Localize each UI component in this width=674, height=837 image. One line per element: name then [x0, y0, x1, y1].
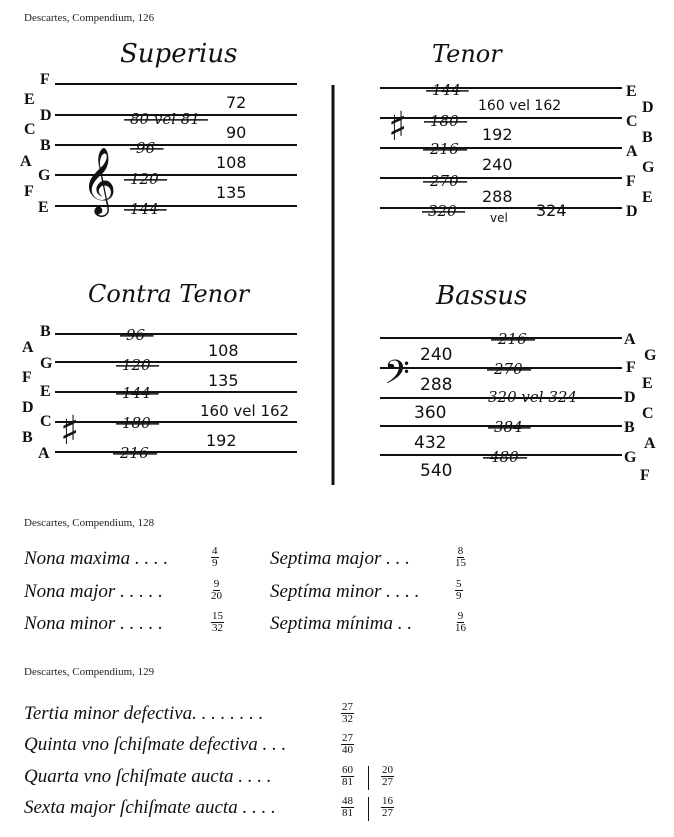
con-letter: A: [38, 445, 50, 462]
fraction-divider: [368, 766, 369, 790]
con-new: 108: [208, 341, 239, 360]
interval-row: Septima mínima . .: [270, 613, 412, 634]
fraction: $\frac{5}{9}$: [456, 578, 462, 602]
ten-letter: G: [642, 159, 655, 176]
contra-new: [200, 341, 289, 450]
bassus-new: [414, 345, 452, 481]
sup-letter: B: [40, 137, 51, 154]
con-letter: B: [22, 429, 33, 446]
fraction: $\frac{48}{81}$: [342, 795, 353, 819]
superius-letters: [20, 71, 52, 216]
treble-clef: 𝄞: [82, 146, 117, 214]
fraction: $\frac{27}{40}$: [342, 732, 353, 756]
bas-letter: G: [624, 449, 637, 466]
caption-129: Descartes, Compendium, 129: [24, 666, 155, 678]
con-letter: C: [40, 413, 52, 430]
sup-letter: F: [40, 71, 50, 88]
sup-letter: F: [24, 183, 34, 200]
sup-letter: G: [38, 167, 51, 184]
sup-new: 72: [226, 93, 247, 112]
con-letter: F: [22, 369, 32, 386]
sup-new: 108: [216, 153, 247, 172]
bas-new: 432: [414, 433, 447, 453]
fraction: $\frac{27}{32}$: [342, 701, 353, 725]
interval-row: Quarta vno ſchiſmate aucta . . . .: [24, 766, 272, 787]
sup-new: 90: [226, 123, 247, 142]
title-bassus: Bassus: [436, 281, 528, 311]
interval-row: Nona maxima . . . .: [24, 548, 169, 569]
fraction: $\frac{8}{15}$: [455, 545, 466, 569]
ten-letter: D: [626, 203, 638, 220]
ten-struck: 320: [428, 202, 457, 220]
sup-struck: 80 vel 81: [130, 110, 200, 128]
bas-letter: E: [642, 375, 653, 392]
con-new: 135: [208, 371, 239, 390]
ten-letter: F: [626, 173, 636, 190]
interval-row: Septima major . . .: [270, 548, 410, 569]
con-new: 160 vel 162: [200, 402, 290, 420]
sup-struck: 96: [136, 139, 156, 157]
interval-row: Nona major . . . . .: [24, 581, 163, 602]
ten-letter: B: [642, 129, 653, 146]
ten-letter: D: [642, 99, 654, 116]
bas-new: 288: [420, 375, 453, 395]
bas-struck: 320 vel 324: [488, 388, 577, 406]
fraction: $\frac{15}{32}$: [212, 610, 223, 634]
sup-struck: 144: [130, 200, 159, 218]
ten-new: 160 vel 162: [478, 98, 562, 114]
ten-struck: 216: [430, 140, 459, 158]
bas-new: 540: [420, 461, 453, 481]
bas-letter: F: [626, 359, 636, 376]
bas-new: 360: [414, 403, 447, 423]
bass-clef: 𝄢: [384, 354, 410, 400]
bas-letter: G: [644, 347, 657, 364]
bas-struck: 270: [494, 360, 523, 378]
bas-letter: D: [624, 389, 636, 406]
ten-new: 324: [536, 201, 567, 220]
con-struck: 180: [122, 414, 151, 432]
con-letter: A: [22, 339, 34, 356]
sup-letter: E: [24, 91, 35, 108]
bas-struck: 216: [498, 330, 527, 348]
bassus-struck: [482, 330, 585, 466]
interval-row: Septíma minor . . . .: [270, 581, 420, 602]
title-contra-tenor: Contra Tenor: [88, 280, 250, 308]
con-struck: 96: [126, 326, 146, 344]
ten-letter: E: [642, 189, 653, 206]
bas-struck: 384: [494, 418, 523, 436]
fraction: $\frac{20}{27}$: [382, 764, 393, 788]
title-tenor: Tenor: [432, 40, 502, 68]
ten-letter: E: [626, 83, 637, 100]
ten-struck: 270: [430, 172, 459, 190]
tenor-letters: [626, 83, 655, 220]
fraction: $\frac{16}{27}$: [382, 795, 393, 819]
sup-struck: 120: [130, 170, 159, 188]
con-letter: G: [40, 355, 53, 372]
sup-letter: C: [24, 121, 36, 138]
title-superius: Superius: [120, 39, 238, 69]
caption-128: Descartes, Compendium, 128: [24, 517, 155, 529]
con-letter: D: [22, 399, 34, 416]
ten-struck: 144: [432, 81, 461, 99]
fraction: $\frac{9}{20}$: [211, 578, 222, 602]
ten-new: 288: [482, 187, 513, 206]
con-struck: 216: [120, 444, 149, 462]
interval-row: Nona minor . . . . .: [24, 613, 163, 634]
sup-letter: D: [40, 107, 52, 124]
contra-sharp: ♯: [60, 408, 80, 454]
fraction-divider: [368, 797, 369, 821]
ten-new: 192: [482, 125, 513, 144]
contra-struck: [113, 326, 159, 462]
caption-126: Descartes, Compendium, 126: [24, 12, 155, 24]
fraction: $\frac{4}{9}$: [212, 545, 218, 569]
bas-letter: B: [624, 419, 635, 436]
ten-struck: 180: [430, 112, 459, 130]
interval-row: Quinta vno ſchiſmate defectiva . . .: [24, 734, 287, 755]
superius-new: [216, 93, 247, 202]
bas-letter: A: [624, 331, 636, 348]
contra-staff: [55, 334, 297, 452]
tenor-struck: [422, 81, 469, 220]
contra-letters: [22, 323, 53, 462]
ten-letter: A: [626, 143, 638, 160]
ten-new: vel: [490, 211, 508, 225]
sup-letter: E: [38, 199, 49, 216]
con-letter: B: [40, 323, 51, 340]
sup-new: 135: [216, 183, 247, 202]
fraction: $\frac{60}{81}$: [342, 764, 353, 788]
con-new: 192: [206, 431, 237, 450]
fraction: $\frac{9}{16}$: [455, 610, 466, 634]
con-letter: E: [40, 383, 51, 400]
interval-row: Sexta major ſchiſmate aucta . . . .: [24, 797, 276, 818]
tenor-sharp: ♯: [388, 104, 408, 150]
con-struck: 120: [122, 356, 151, 374]
bassus-letters: [624, 331, 657, 484]
con-struck: 144: [122, 384, 151, 402]
superius-struck: [124, 110, 208, 218]
bas-new: 240: [420, 345, 453, 365]
bas-letter: C: [642, 405, 654, 422]
bas-struck: 480: [490, 448, 519, 466]
ten-new: 240: [482, 155, 513, 174]
bas-letter: F: [640, 467, 650, 484]
ten-letter: C: [626, 113, 638, 130]
interval-row: Tertia minor defectiva. . . . . . . .: [24, 703, 264, 724]
bas-letter: A: [644, 435, 656, 452]
sup-letter: A: [20, 153, 32, 170]
